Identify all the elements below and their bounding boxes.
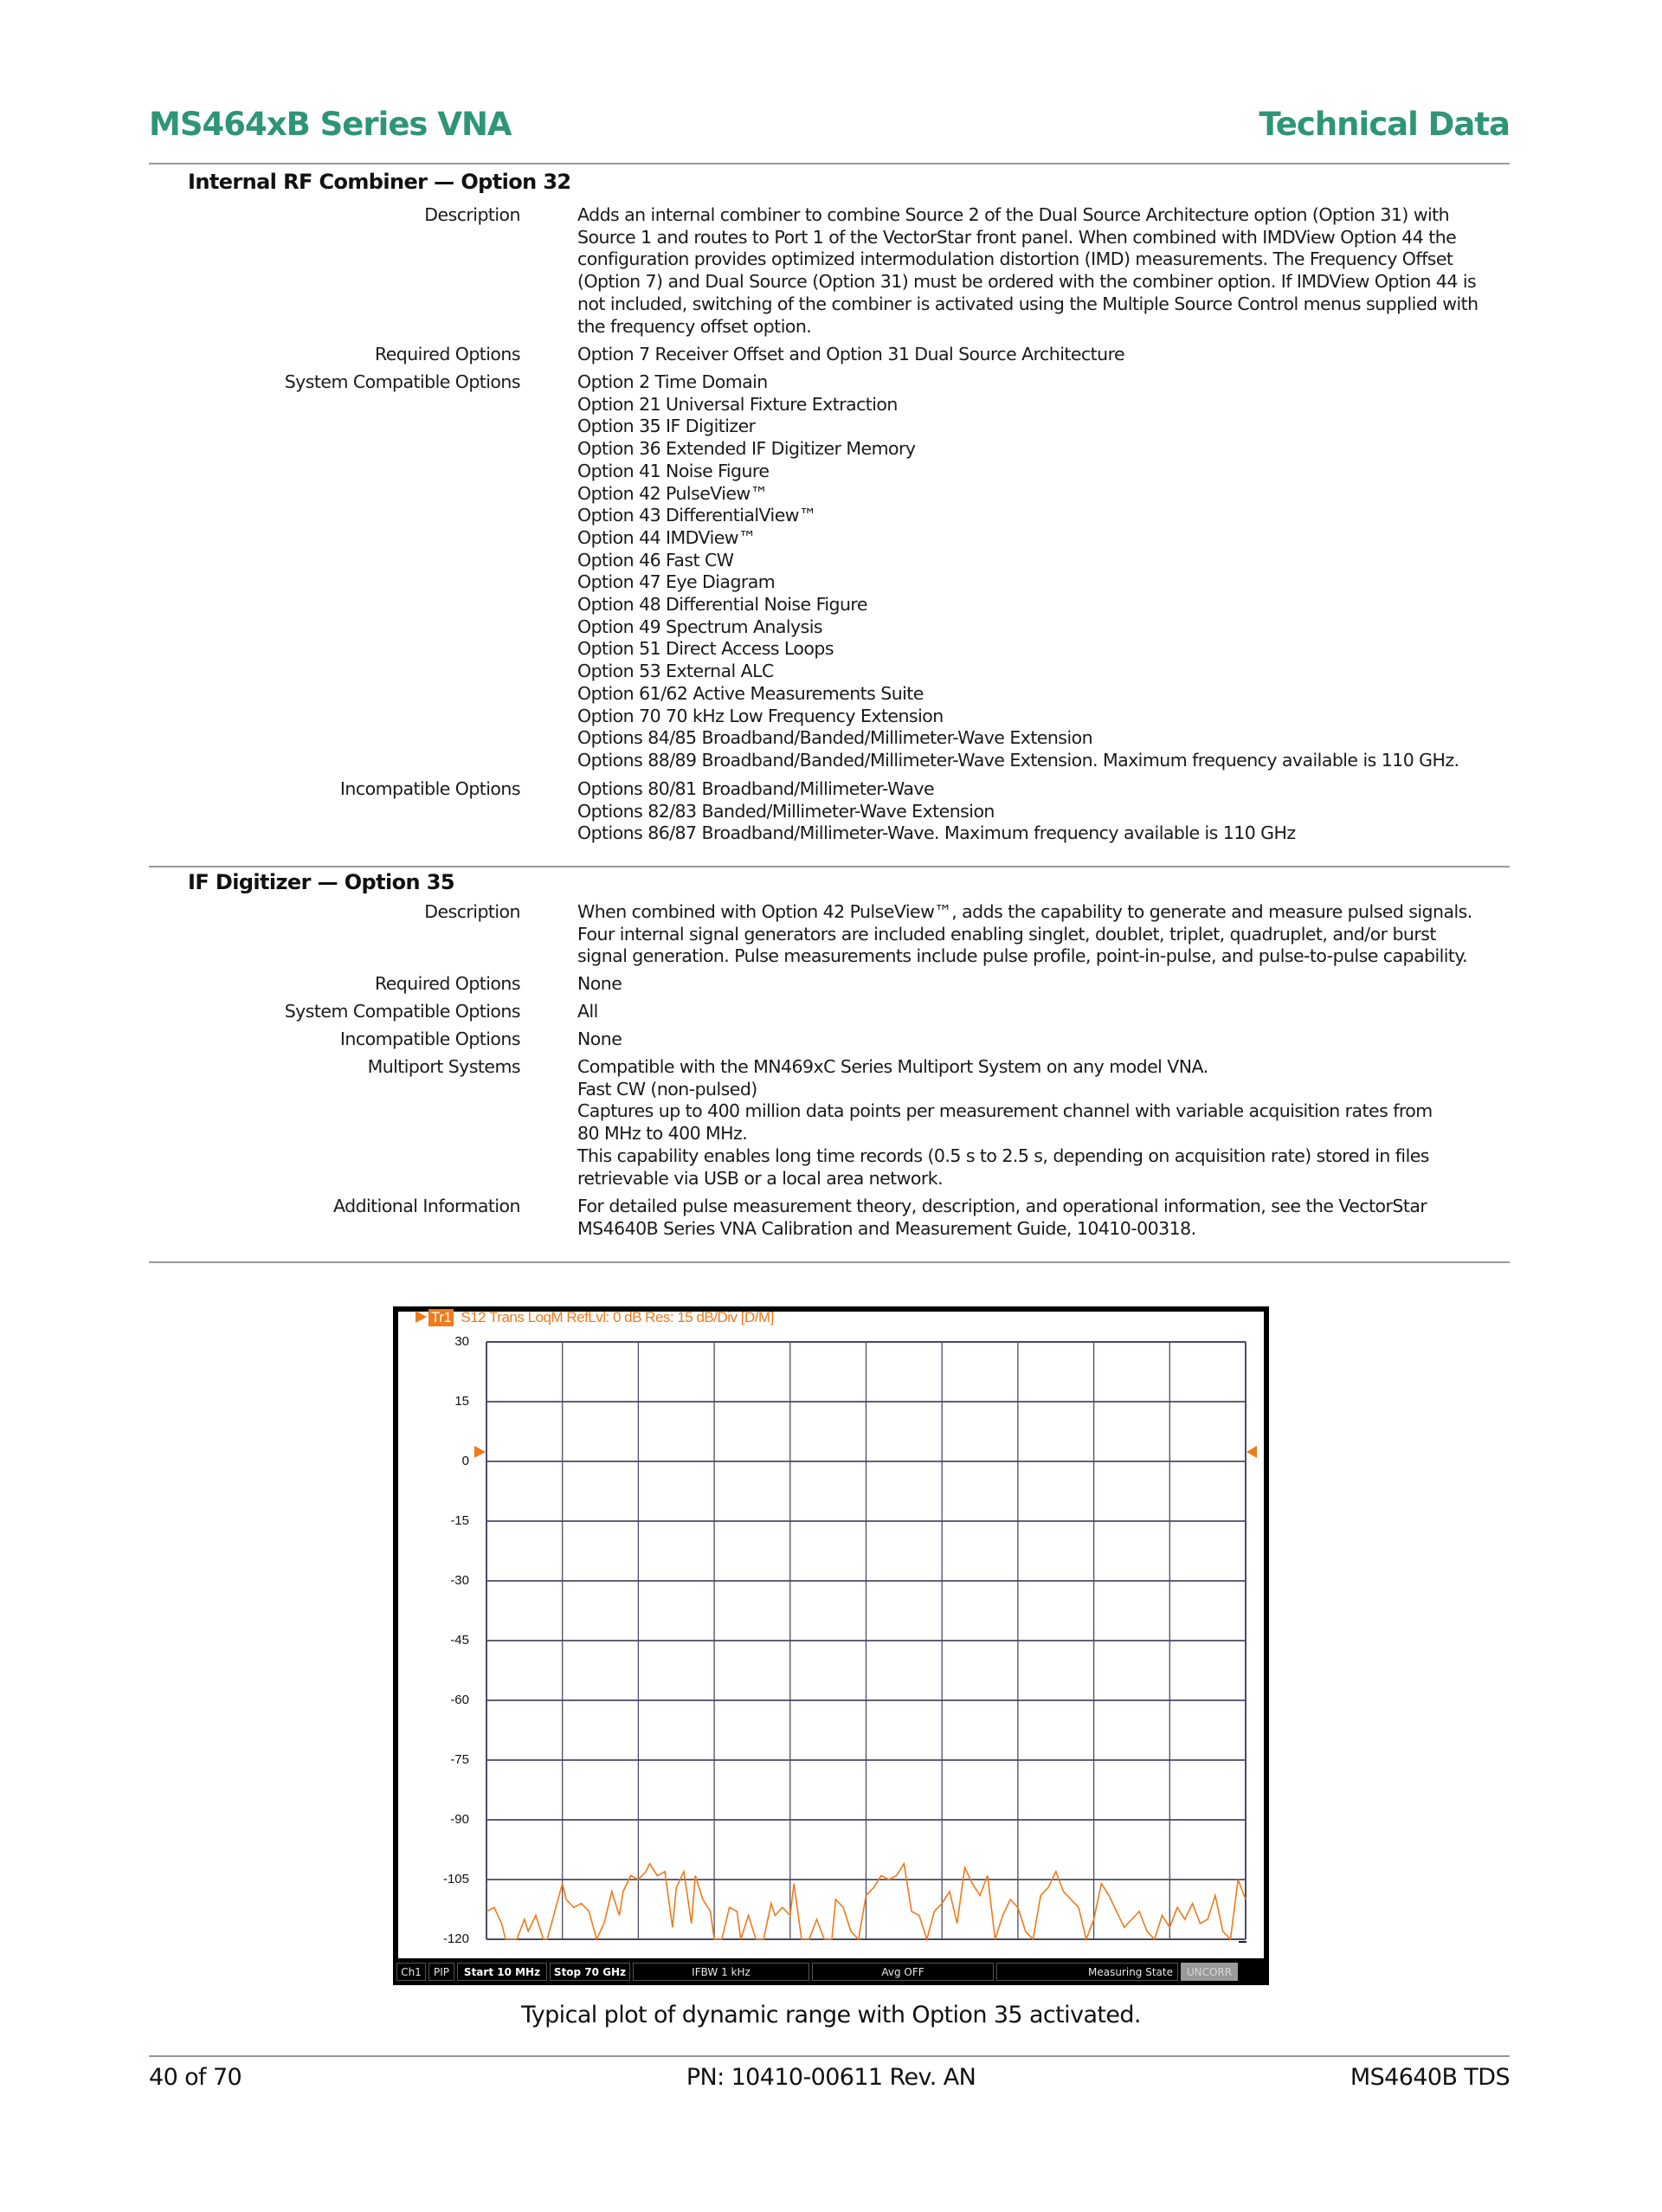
ifbw-setting: IFBW 1 kHz: [633, 1963, 809, 1981]
text-line: (Option 7) and Dual Source (Option 31) must be ordered with the combiner option. If IMDView Option 44 is: [577, 271, 1477, 293]
list-item: Option 43 DifferentialView™: [577, 505, 816, 526]
averaging-setting: Avg OFF: [812, 1963, 994, 1981]
list-item: Option 2 Time Domain: [577, 371, 768, 392]
spec-value: [577, 204, 1512, 338]
plot-grid: [486, 1342, 1246, 1939]
trace-title: [416, 1309, 774, 1326]
text-line: None: [577, 973, 622, 994]
text-line: MS4640B Series VNA Calibration and Measurement Guide, 10410-00318.: [577, 1217, 1196, 1239]
text-line: For detailed pulse measurement theory, description, and operational information, see the VectorStar: [577, 1196, 1427, 1216]
list-item: Option 21 Universal Fixture Extraction: [577, 393, 898, 415]
spec-value: [577, 778, 1512, 845]
spec-label: Incompatible Options: [339, 778, 520, 799]
text-line: None: [577, 1029, 622, 1049]
text-line: the frequency offset option.: [577, 315, 812, 337]
section-heading: Technical Data: [1259, 106, 1510, 143]
spec-label: Description: [424, 901, 520, 922]
header-divider: [149, 163, 1510, 164]
spec-label: Required Options: [374, 973, 520, 994]
text-line: All: [577, 1001, 598, 1022]
section-divider: [149, 866, 1510, 867]
start-frequency: Start 10 MHz: [457, 1963, 547, 1981]
text-line: not included, switching of the combiner is activated using the Multiple Source Control menus supplied with: [577, 293, 1478, 314]
y-tick-label: -105: [442, 1872, 469, 1886]
spec-label: System Compatible Options: [284, 1001, 520, 1022]
text-line: Four internal signal generators are included enabling singlet, doublet, triplet, quadruplet, and/or burst: [577, 923, 1436, 945]
spec-label: Incompatible Options: [339, 1029, 520, 1049]
list-item: Options 82/83 Banded/Millimeter-Wave Extension: [577, 800, 995, 822]
spec-value: [577, 371, 1512, 772]
y-tick-label: -120: [442, 1931, 469, 1946]
text-line: configuration provides optimized intermodulation distortion (IMD) measurements. The Frequency Offset: [577, 248, 1453, 270]
spec-label: Required Options: [374, 344, 520, 364]
y-tick-label: 30: [454, 1334, 469, 1349]
section-title-option-35: IF Digitizer — Option 35: [188, 870, 454, 894]
trace-settings: S12 Trans LoqM RefLvl: 0 dB Res: 15 dB/Div [D/M]: [461, 1309, 774, 1325]
list-item: Option 49 Spectrum Analysis: [577, 616, 823, 637]
plot-area: [398, 1325, 1264, 1957]
list-item: Option 51 Direct Access Loops: [577, 638, 834, 660]
text-line: Option 7 Receiver Offset and Option 31 Dual Source Architecture: [577, 344, 1125, 364]
list-item: Options 88/89 Broadband/Banded/Millimeter-Wave Extension. Maximum frequency available is 110 GHz.: [577, 749, 1459, 771]
channel-indicator: Ch1: [396, 1963, 426, 1981]
text-line: 80 MHz to 400 MHz.: [577, 1123, 748, 1145]
list-item: Option 46 Fast CW: [577, 549, 734, 571]
spec-value: [577, 901, 1512, 968]
y-tick-label: -75: [450, 1752, 469, 1767]
y-tick-label: -15: [450, 1513, 469, 1528]
section-title-option-32: Internal RF Combiner — Option 32: [188, 170, 571, 194]
list-item: Option 48 Differential Noise Figure: [577, 594, 867, 616]
list-item: Options 84/85 Broadband/Banded/Millimeter-Wave Extension: [577, 727, 1093, 749]
spec-label: Description: [424, 204, 520, 225]
list-item: Option 44 IMDView™: [577, 526, 756, 548]
list-item: Option 35 IF Digitizer: [577, 416, 756, 437]
spec-value: [577, 1029, 1512, 1051]
list-item: Option 70 70 kHz Low Frequency Extension: [577, 705, 944, 726]
text-line: Adds an internal combiner to combine Source 2 of the Dual Source Architecture option (Option 31) with: [577, 204, 1450, 225]
spec-value: [577, 1196, 1512, 1240]
spec-label: System Compatible Options: [284, 371, 520, 392]
document-title: MS464xB Series VNA: [149, 106, 512, 143]
text-line: Captures up to 400 million data points per measurement channel with variable acquisition rates from: [577, 1100, 1433, 1122]
right-ref-marker-icon: [1246, 1446, 1257, 1458]
text-line: Compatible with the MN469xC Series Multiport System on any model VNA.: [577, 1056, 1208, 1077]
list-item: Options 86/87 Broadband/Millimeter-Wave. Maximum frequency available is 110 GHz: [577, 822, 1296, 844]
pip-indicator: PIP: [428, 1963, 454, 1981]
list-item: Options 80/81 Broadband/Millimeter-Wave: [577, 778, 935, 799]
trace-badge: Tr1: [428, 1309, 454, 1326]
spec-value: [577, 973, 1512, 996]
text-line: signal generation. Pulse measurements include pulse profile, point-in-pulse, and pulse-to-pulse capability.: [577, 945, 1468, 967]
section-divider: [149, 1261, 1510, 1263]
part-number: PN: 10410-00611 Rev. AN: [686, 2064, 976, 2091]
active-trace-arrow-icon: [416, 1311, 427, 1323]
y-tick-label: 15: [454, 1394, 469, 1409]
y-tick-label: -60: [450, 1693, 469, 1707]
calibration-state-badge: UNCORR: [1181, 1963, 1238, 1981]
spec-value: [577, 344, 1512, 366]
text-line: retrievable via USB or a local area network.: [577, 1167, 944, 1189]
page-number: 40 of 70: [149, 2064, 242, 2091]
y-tick-label: -90: [450, 1812, 469, 1827]
list-item: Option 53 External ALC: [577, 661, 774, 682]
y-tick-label: 0: [461, 1454, 469, 1468]
list-item: Option 41 Noise Figure: [577, 460, 770, 481]
left-ref-marker-icon: [474, 1446, 486, 1458]
list-item: Option 42 PulseView™: [577, 482, 768, 504]
list-item: Option 47 Eye Diagram: [577, 571, 776, 593]
document-code: MS4640B TDS: [1350, 2064, 1510, 2091]
text-line: When combined with Option 42 PulseView™, adds the capability to generate and measure pulsed signals.: [577, 901, 1472, 922]
text-line: Source 1 and routes to Port 1 of the VectorStar front panel. When combined with IMDView Option 44 the: [577, 226, 1457, 248]
figure-caption: Typical plot of dynamic range with Option 35 activated.: [521, 2002, 1141, 2028]
footer-divider: [149, 2055, 1510, 2057]
stop-frequency: Stop 70 GHz: [550, 1963, 630, 1981]
text-line: This capability enables long time records (0.5 s to 2.5 s, depending on acquisition rate) stored in files: [577, 1145, 1429, 1166]
spec-label: Multiport Systems: [367, 1056, 520, 1077]
list-item: Option 36 Extended IF Digitizer Memory: [577, 438, 916, 460]
y-tick-label: -30: [450, 1573, 469, 1588]
y-tick-label: -45: [450, 1633, 469, 1648]
measuring-state: Measuring State: [996, 1963, 1178, 1981]
list-item: Option 61/62 Active Measurements Suite: [577, 682, 924, 704]
spec-label: Additional Information: [333, 1196, 520, 1216]
spec-value: [577, 1001, 1512, 1023]
spec-value: [577, 1056, 1512, 1190]
vna-status-bar: [393, 1958, 1269, 1985]
text-line: Fast CW (non-pulsed): [577, 1078, 757, 1100]
